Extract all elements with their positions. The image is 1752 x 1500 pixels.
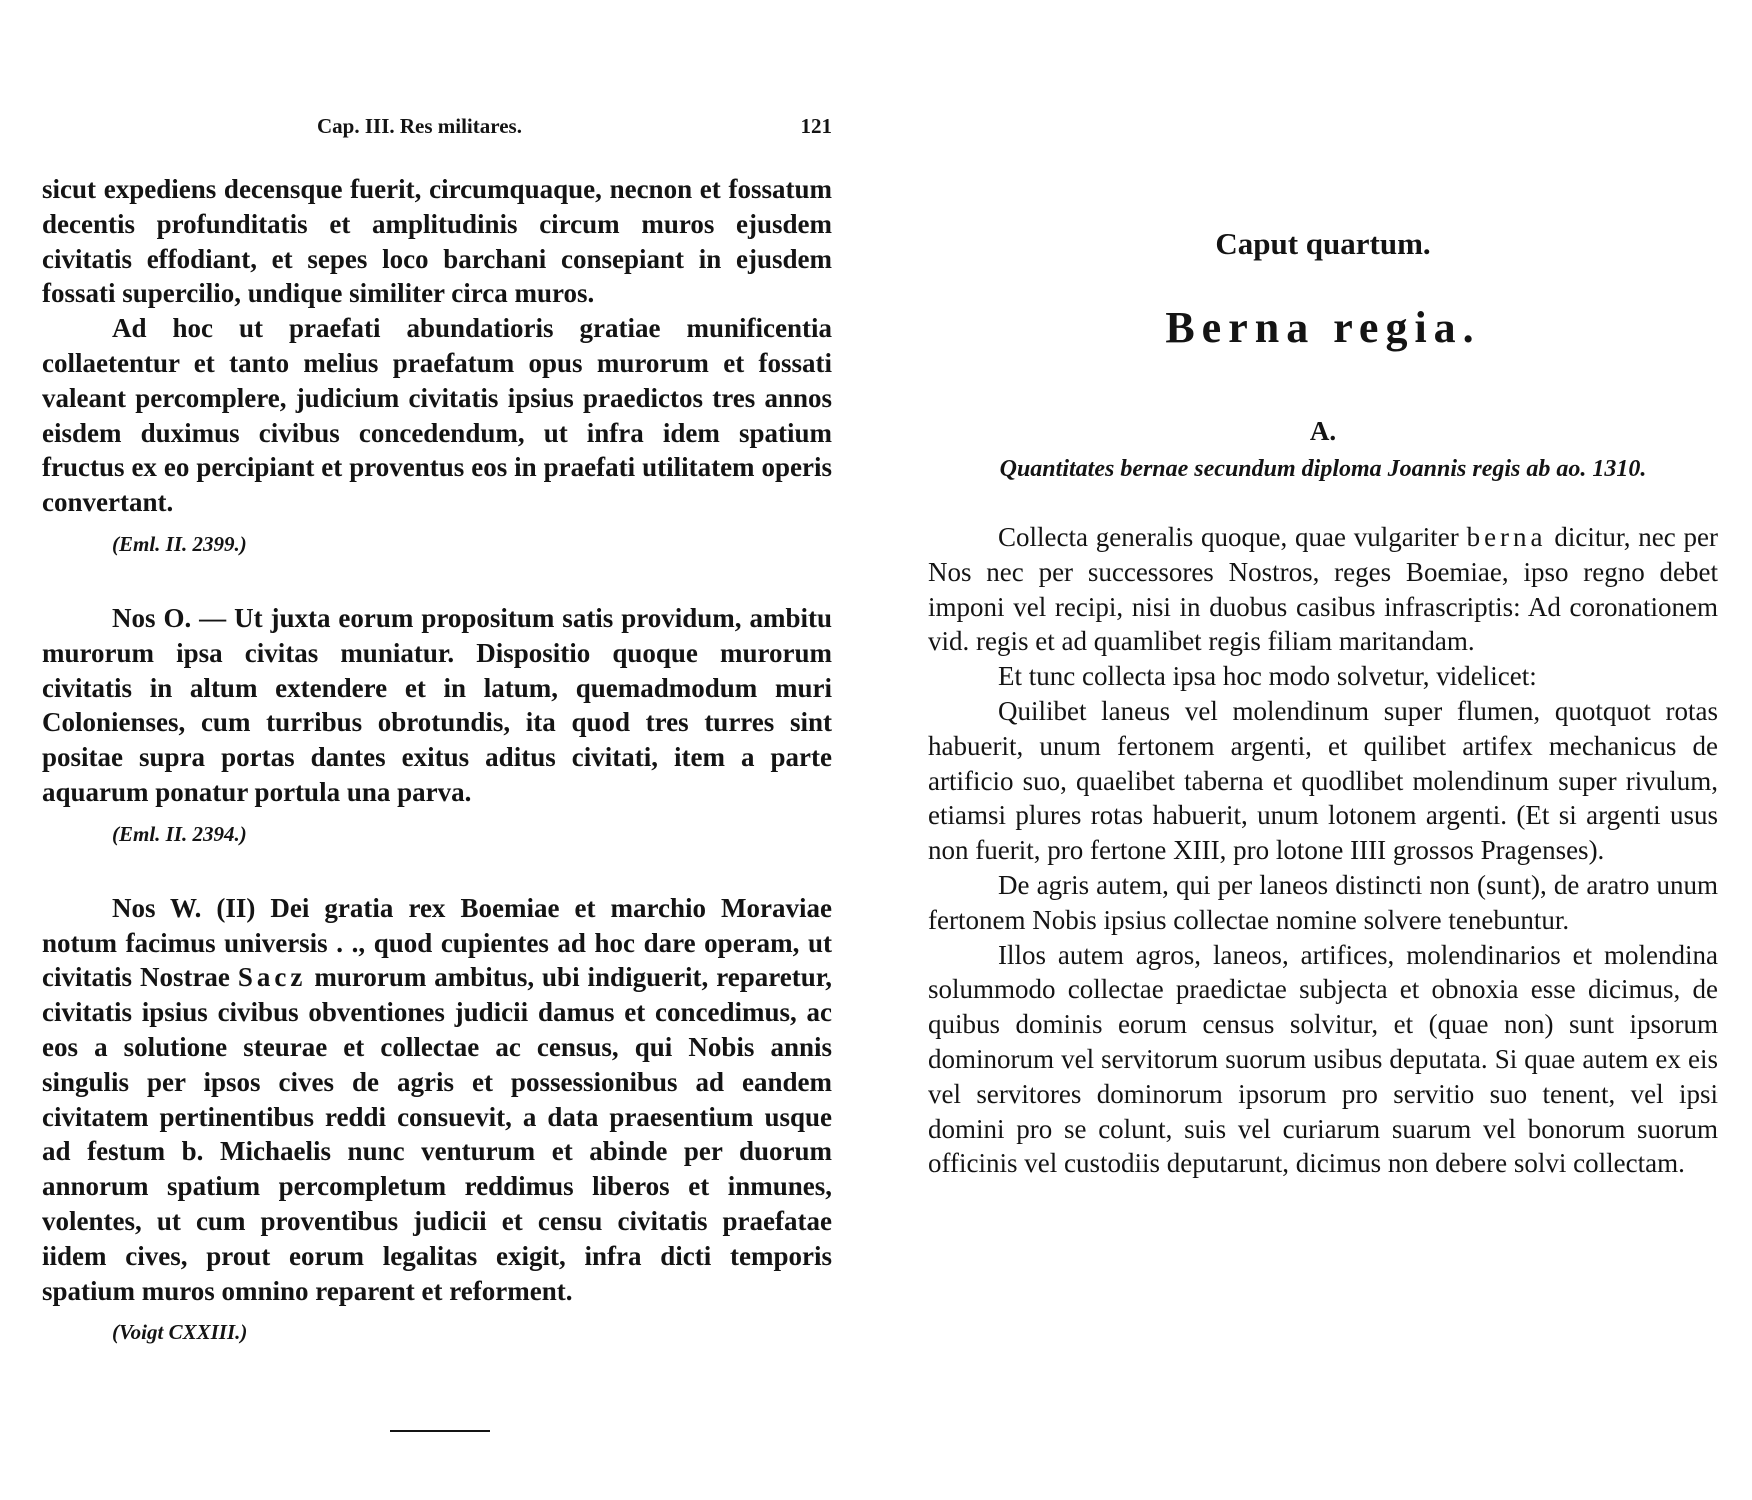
paragraph-et-tunc: Et tunc collecta ipsa hoc modo solvetur, videlicet:	[998, 661, 1537, 692]
left-page-body	[42, 172, 832, 1349]
end-rule	[390, 1430, 490, 1432]
paragraph-continuation: sicut expediens decensque fuerit, circumquaque, necnon et fossatum decentis profunditatis et amplitudinis circum muros ejusdem civitatis effodiant, et sepes loco barchani consepiant in ejusdem fossati supercilio, undique similiter circa muros.	[42, 174, 832, 309]
source-reference: (Voigt CXXIII.)	[112, 1320, 248, 1345]
right-page-body	[928, 520, 1718, 1181]
paragraph-gap	[42, 851, 832, 891]
paragraph-collecta-part-2: dicitur, nec per Nos nec per successores Nostros, reges Boemiae, ipso regno debet imponi vel recipi, nisi in duobus casibus infrascriptis: Ad coronationem vid. regis et ad quamlibet regis filiam maritandam.	[928, 522, 1719, 657]
running-title: Cap. III. Res militares.	[317, 114, 522, 138]
paragraph-de-agris: De agris autem, qui per laneos distincti non (sunt), de aratro unum fertonem Nobis ipsius collectae nomine solvere tenebuntur.	[928, 869, 1718, 935]
chapter-label: Caput quartum.	[1215, 226, 1431, 261]
section-title: Quantitates bernae secundum diploma Joannis regis ab ao. 1310.	[999, 456, 1647, 482]
running-head	[42, 114, 832, 142]
paragraph-collecta-part-1: Collecta generalis quoque, quae vulgariter	[998, 522, 1459, 552]
paragraph-quilibet: Quilibet laneus vel molendinum super flumen, quotquot rotas habuerit, unum fertonem argenti, et quilibet artifex mechanicus de artificio suo, quaelibet taberna et quodlibet molendinum super rivulum, etiamsi plures rotas habuerit, unum lotonem argenti. (Et si argenti usus non fuerit, pro fertone XIII, pro lotone IIII grossos Pragenses).	[928, 695, 1718, 866]
source-reference: (Eml. II. 2399.)	[112, 531, 247, 556]
paragraph-nos-w-part-1: Nos W. (II) Dei gratia rex Boemiae et marchio Moraviae notum facimus universis . ., quod cupientes ad hoc dare operam, ut civitatis Nostrae	[42, 892, 832, 993]
source-reference: (Eml. II. 2394.)	[112, 821, 247, 846]
paragraph-illos: Illos autem agros, laneos, artifices, molendinarios et molendina solummodo collectae praedictae subjecta et obnoxia esse dicimus, de quibus dominis eorum census solvitur, et (quae non) sunt ipsorum dominorum vel servitorum suorum usibus deputata. Si quae autem ex eis vel servitores dominorum ipsorum pro servitio suo tenent, vel ipsi domini pro se colunt, suis vel curiarum suarum vel bonorum suorum officinis vel custodiis deputarunt, dicimus non debere solvi collectam.	[928, 939, 1718, 1179]
paragraph-ad-hoc: Ad hoc ut praefati abundatioris gratiae munificentia collaetentur et tanto melius praefatum opus murorum et fossati valeant percomplere, judicium civitatis ipsius praedictos tres annos eisdem duximus civibus concedendum, ut infra idem spatium fructus ex eo percipiant et proventus eos in praefati utilitatem operis convertant.	[42, 313, 832, 518]
chapter-title: Berna regia.	[1165, 303, 1481, 352]
paragraph-gap	[42, 561, 832, 601]
section-letter: A.	[1309, 416, 1337, 446]
term-berna: berna	[1466, 522, 1547, 552]
place-name-sacz: Sacz	[237, 962, 307, 993]
paragraph-nos-w	[42, 891, 832, 1309]
paragraph-nos-o: Nos O. — Ut juxta eorum propositum satis providum, ambitu murorum ipsa civitas muniatur. Dispositio quoque murorum civitatis in altum extendere et in latum, quemadmodum muri Colonienses, cum turribus obrotundis, ita quod tres turres sint positae supra portas dantes exitus aditus civitati, item a parte aquarum ponatur portula una parva.	[42, 602, 832, 807]
paragraph-collecta	[928, 520, 1718, 659]
paragraph-nos-w-part-2: murorum ambitus, ubi indiguerit, reparetur, civitatis ipsius civibus obventiones judicii damus et concedimus, ac eos a solutione steurae et collectae ac census, qui Nobis annis singulis per ipsos cives de agris et possessionibus ad eandem civitatem pertinentibus reddi consuevit, a data praesentium usque ad festum b. Michaelis nunc venturum et abinde per duorum annorum spatium percompletum reddimus liberos et inmunes, volentes, ut cum proventibus judicii et censu civitatis praefatae iidem cives, prout eorum legalitas exigit, infra dicti temporis spatium muros omnino reparent et reforment.	[42, 962, 833, 1306]
page-number: 121	[800, 114, 832, 138]
